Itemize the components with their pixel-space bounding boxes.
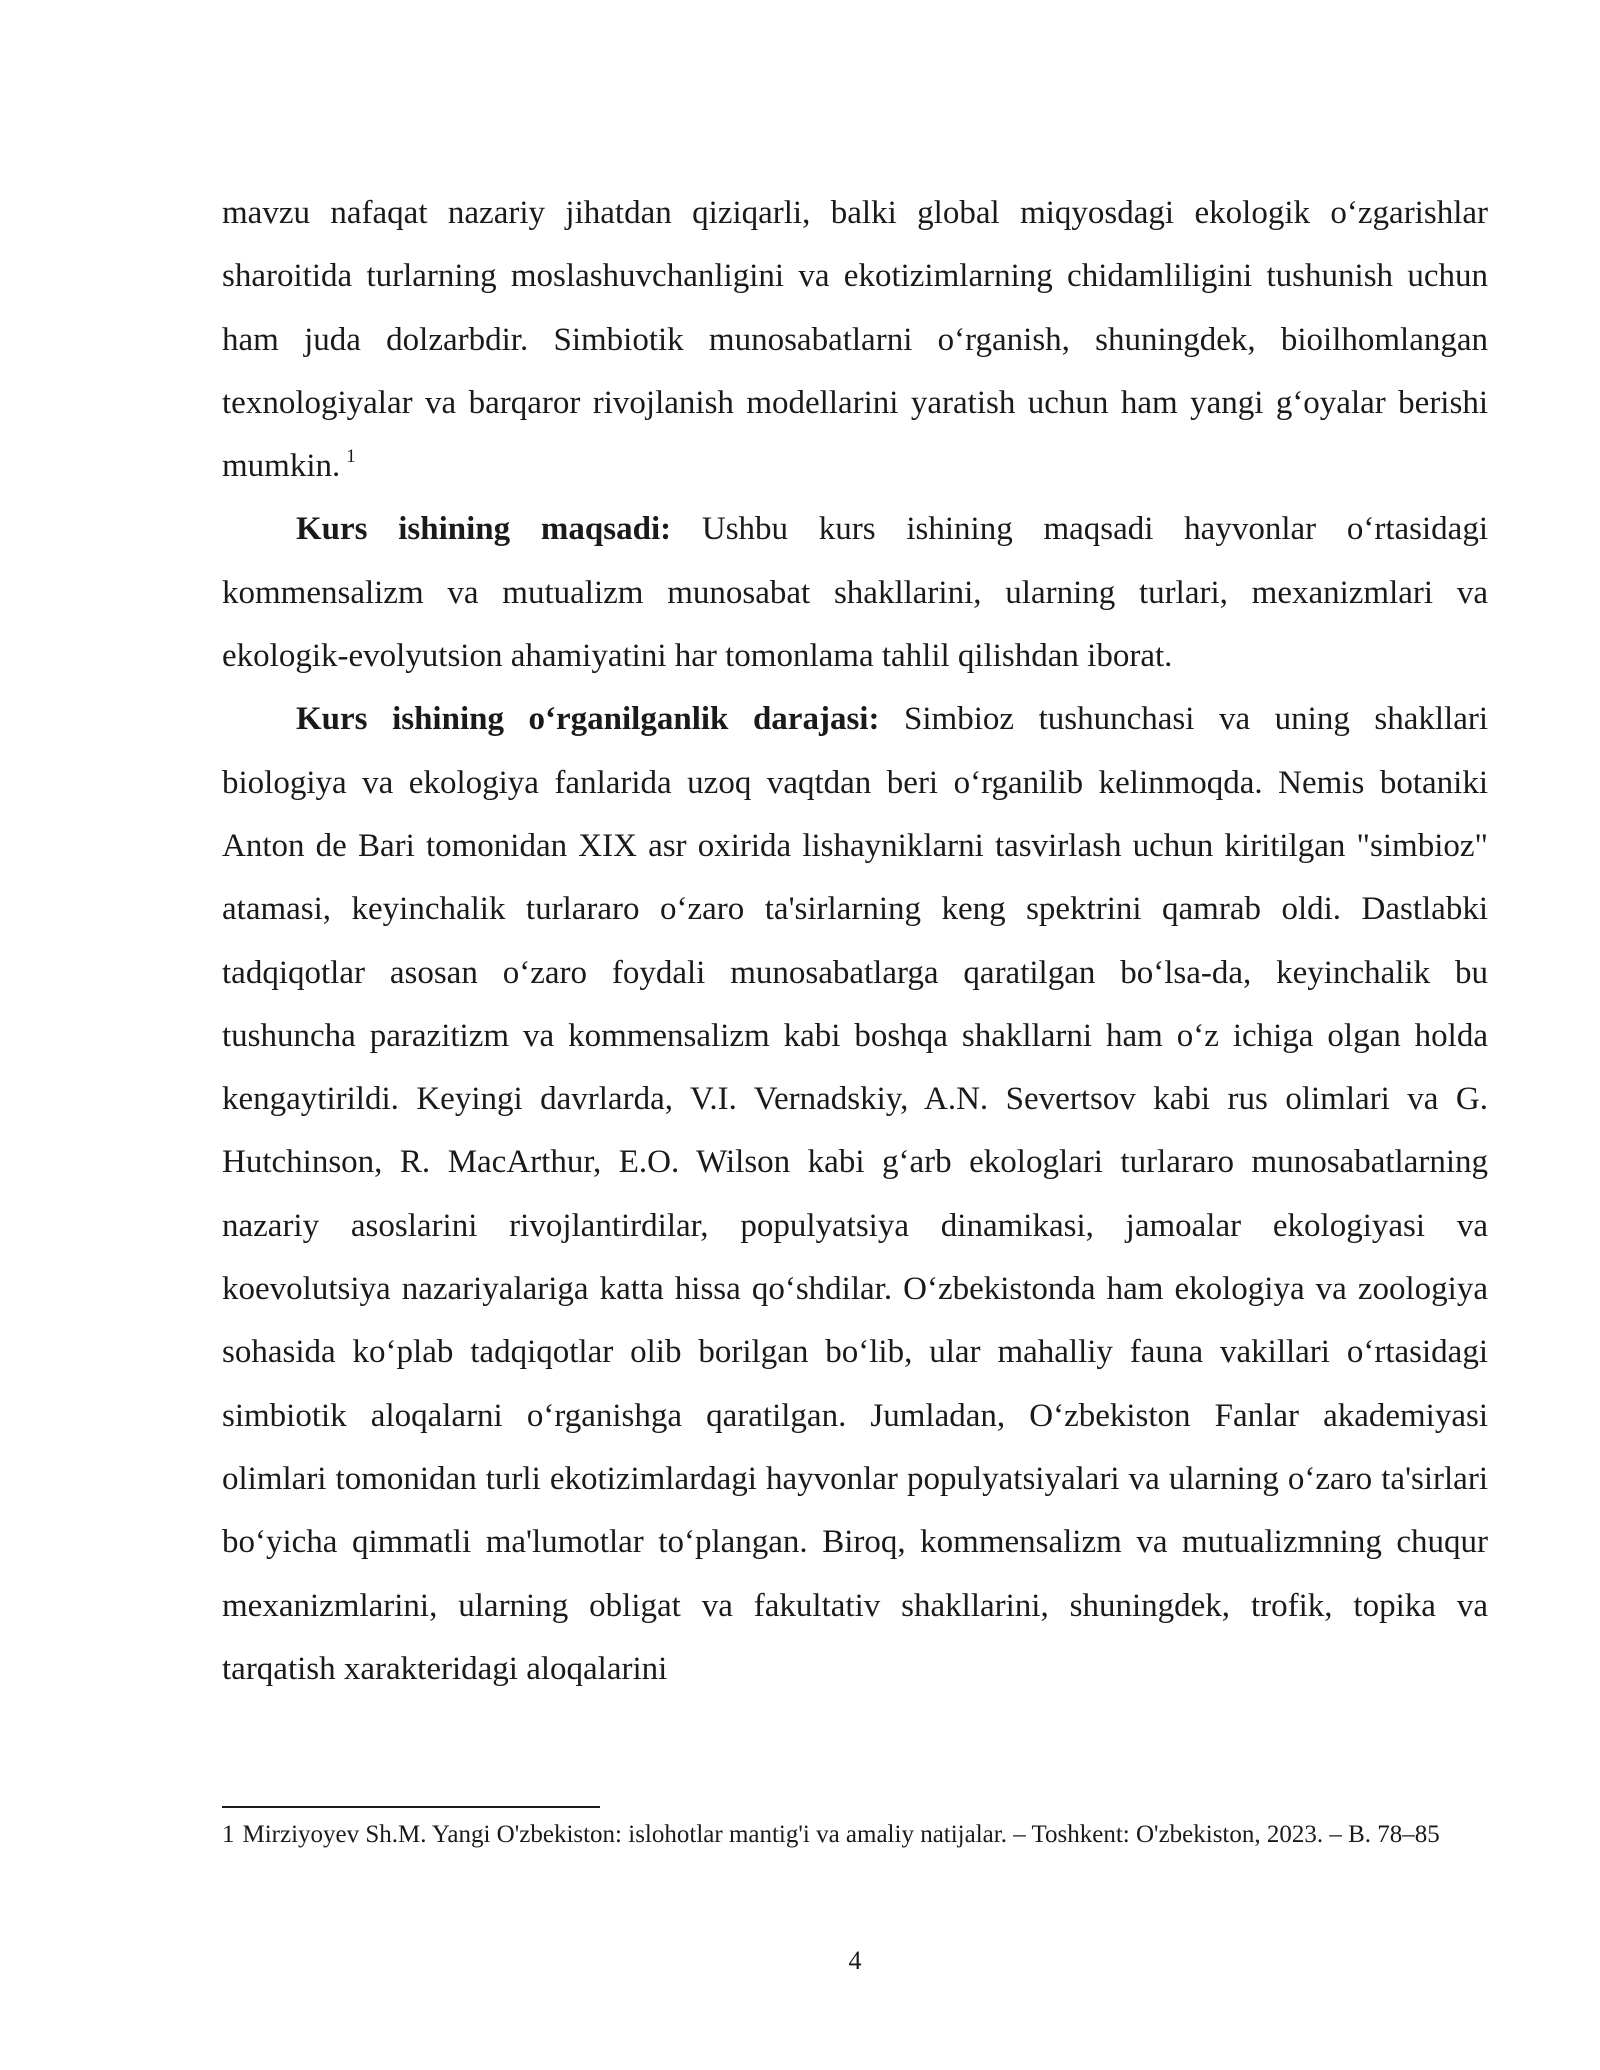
- paragraph-heading: Kurs ishining oʻrganilganlik darajasi:: [296, 701, 880, 738]
- paragraph-text: mavzu nafaqat nazariy jihatdan qiziqarli, balki global miqyosdagi ekologik oʻzgarishlar sharoitida turlarning moslashuvchanligini va ekotizimlarning chidamliligini tushunish uchun ham juda dolzarbdir. Simbiotik munosabatlarni oʻrganish, shuningdek, bioilhomlangan texnologiyalar va barqaror rivojlanish modellarini yaratish uchun ham yangi gʻoyalar berishi mumkin.: [222, 195, 1488, 485]
- paragraph-course-goal: [222, 498, 1488, 688]
- body-text: [222, 182, 1488, 1701]
- paragraph-heading: Kurs ishining maqsadi:: [296, 511, 672, 548]
- footnote-text: Mirziyoyev Sh.M. Yangi O'zbekiston: islohotlar mantig'i va amaliy natijalar. – Toshkent: O'zbekiston, 2023. – B. 78–85: [242, 1821, 1440, 1848]
- paragraph-intro-continuation: [222, 182, 1488, 498]
- paragraph-text: Ushbu kurs ishining maqsadi hayvonlar oʻrtasidagi kommensalizm va mutualizm munosabat shakllarini, ularning turlari, mexanizmlari va ekologik-evolyutsion ahamiyatini har tomonlama tahlil qilishdan iborat.: [222, 511, 1488, 675]
- paragraph-text: Simbioz tushunchasi va uning shakllari biologiya va ekologiya fanlarida uzoq vaqtdan beri oʻrganilib kelinmoqda. Nemis botaniki Anton de Bari tomonidan XIX asr oxirida lishayniklarni tasvirlash uchun kiritilgan "simbioz" atamasi, keyinchalik turlararo oʻzaro ta'sirlarning keng spektrini qamrab oldi. Dastlabki tadqiqotlar asosan oʻzaro foydali munosabatlarga qaratilgan boʻlsa-da, keyinchalik bu tushuncha parazitizm va kommensalizm kabi boshqa shakllarni ham oʻz ichiga olgan holda kengaytirildi. Keyingi davrlarda, V.I. Vernadskiy, A.N. Severtsov kabi rus olimlari va G. Hutchinson, R. MacArthur, E.O. Wilson kabi gʻarb ekologlari turlararo munosabatlarning nazariy asoslarini rivojlantirdilar, populyatsiya dinamikasi, jamoalar ekologiyasi va koevolutsiya nazariyalariga katta hissa qoʻshdilar. Oʻzbekistonda ham ekologiya va zoologiya sohasida koʻplab tadqiqotlar olib borilgan boʻlib, ular mahalliy fauna vakillari oʻrtasidagi simbiotik aloqalarni oʻrganishga qaratilgan. Jumladan, Oʻzbekiston Fanlar akademiyasi olimlari tomonidan turli ekotizimlardagi hayvonlar populyatsiyalari va ularning oʻzaro ta'sirlari boʻyicha qimmatli ma'lumotlar toʻplangan. Biroq, kommensalizm va mutualizmning chuqur mexanizmlarini, ularning obligat va fakultativ shakllarini, shuningdek, trofik, topika va tarqatish xarakteridagi aloqalarini: [222, 701, 1489, 1687]
- footnote-separator: [222, 1806, 600, 1808]
- footnote-number: 1: [222, 1821, 235, 1848]
- paragraph-study-level: [222, 688, 1488, 1701]
- page-number: 4: [848, 1946, 862, 1975]
- footnote: [222, 1818, 1488, 1851]
- footnote-reference: 1: [346, 446, 356, 468]
